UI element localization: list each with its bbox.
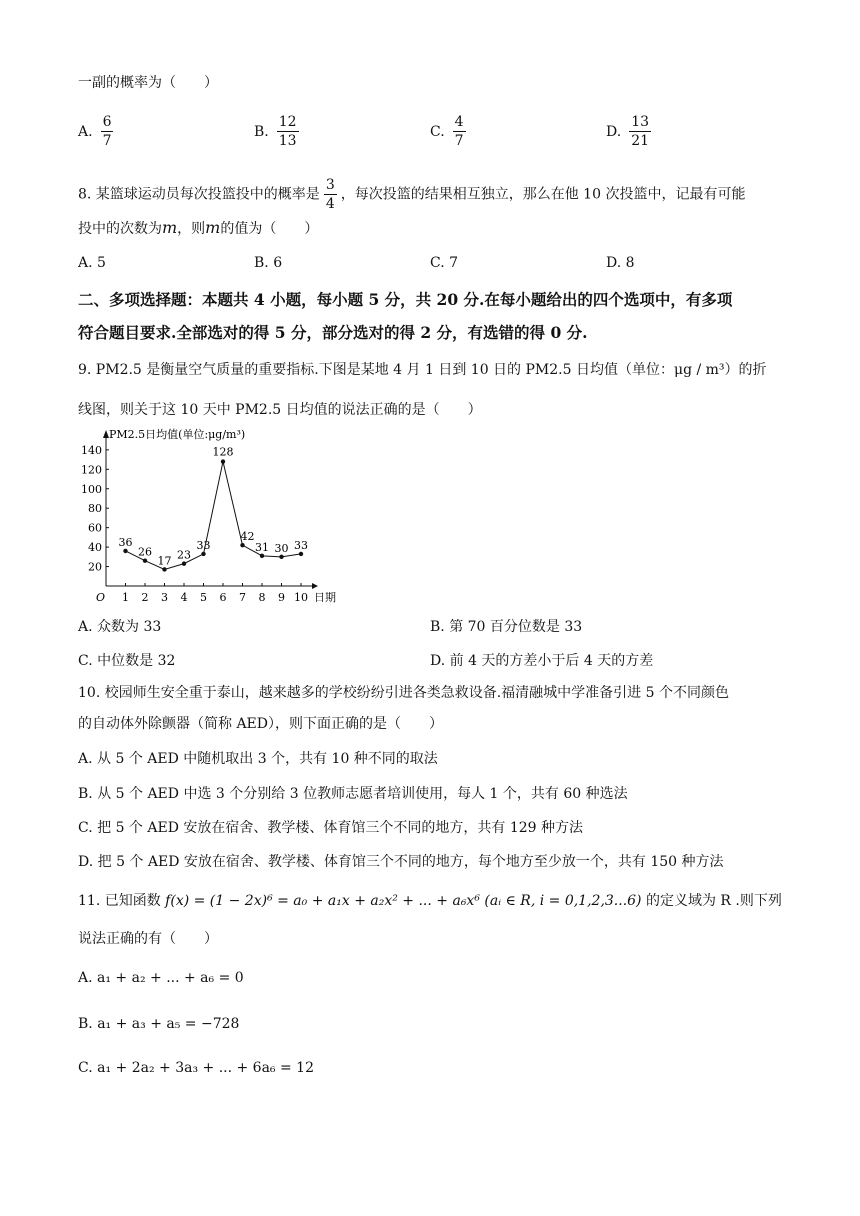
option-fraction xyxy=(277,113,299,150)
x-tick-label: 1 xyxy=(122,591,129,604)
q11-option-b[interactable]: B. a₁ + a₃ + a₅ = −728 xyxy=(78,1016,240,1032)
data-label: 33 xyxy=(294,538,308,552)
q8-fraction xyxy=(324,176,337,213)
section2-heading-line1: 二、多项选择题：本题共 4 小题，每小题 5 分，共 20 分.在每小题给出的四个选项中，有多项 xyxy=(78,290,733,309)
q8-line2-c: 的值为（ ） xyxy=(220,221,319,237)
q11-option-c[interactable]: C. a₁ + 2a₂ + 3a₃ + ... + 6a₆ = 12 xyxy=(78,1060,314,1076)
data-label: 128 xyxy=(212,445,234,459)
q9-option-c[interactable]: C. 中位数是 32 xyxy=(78,653,176,669)
fraction-num: 6 xyxy=(102,114,112,130)
q11-stem-line2: 说法正确的有（ ） xyxy=(78,931,218,947)
q9-stem-line1: 9. PM2.5 是衡量空气质量的重要指标.下图是某地 4 月 1 日到 10 日的 PM2.5 日均值（单位：μg / m³）的折 xyxy=(78,362,767,378)
x-axis-label: 日期 xyxy=(314,591,336,604)
q8-var-m-2: m xyxy=(205,218,221,237)
q7-stem-tail: 一副的概率为（ ） xyxy=(78,75,218,91)
y-tick-label: 20 xyxy=(88,560,102,574)
y-tick-label: 60 xyxy=(88,521,102,535)
x-tick-label: 6 xyxy=(219,591,227,604)
q10-stem-line1: 10. 校园师生安全重于泰山，越来越多的学校纷纷引进各类急救设备.福清融城中学准备引进 5 个不同颜色 xyxy=(78,685,729,701)
section2-heading-line2: 符合题目要求.全部选对的得 5 分，部分选对的得 2 分，有选错的得 0 分. xyxy=(78,323,588,342)
data-point xyxy=(123,549,127,553)
data-point xyxy=(240,543,244,547)
data-point xyxy=(221,459,225,463)
data-label: 36 xyxy=(118,535,133,549)
data-label: 26 xyxy=(138,545,152,559)
q8-option-d[interactable]: D. 8 xyxy=(606,255,635,271)
fraction-num: 4 xyxy=(454,114,464,130)
q11-tail: 的定义域为 R .则下列 xyxy=(645,893,782,909)
q8-lead: 8. 某篮球运动员每次投篮投中的概率是 xyxy=(78,186,320,203)
q7-option-c[interactable] xyxy=(430,113,470,150)
q10-option-c[interactable]: C. 把 5 个 AED 安放在宿舍、教学楼、体育馆三个不同的地方，共有 129 种方法 xyxy=(78,820,583,836)
data-point xyxy=(299,552,303,556)
option-label: D. xyxy=(606,123,622,140)
x-tick-label: 2 xyxy=(141,591,149,604)
x-tick-label: 4 xyxy=(180,591,188,604)
data-point xyxy=(279,555,283,559)
q10-option-d[interactable]: D. 把 5 个 AED 安放在宿舍、教学楼、体育馆三个不同的地方，每个地方至少放一个，共有 150 种方法 xyxy=(78,854,724,870)
y-tick-label: 140 xyxy=(81,443,102,457)
x-tick-label: 3 xyxy=(161,591,168,604)
data-point xyxy=(182,561,186,565)
data-label: 23 xyxy=(177,548,191,562)
y-tick-label: 80 xyxy=(88,502,102,516)
q8-option-a[interactable]: A. 5 xyxy=(78,255,106,271)
q11-stem-line1 xyxy=(78,891,782,911)
q11-formula: f(x) = (1 − 2x)⁶ = a₀ + a₁x + a₂x² + ... + a₆x⁶ (aᵢ ∈ R, i = 0,1,2,3...6) xyxy=(165,893,642,909)
q8-var-m: m xyxy=(162,218,178,237)
x-tick-label: 10 xyxy=(294,591,308,604)
pm25-line-chart xyxy=(78,422,348,606)
q7-option-b[interactable] xyxy=(254,113,303,150)
q10-option-b[interactable]: B. 从 5 个 AED 中选 3 个分别给 3 位教师志愿者培训使用，每人 1 个，共有 60 种选法 xyxy=(78,786,628,802)
data-label: 33 xyxy=(196,538,211,552)
data-label: 31 xyxy=(255,540,269,554)
fraction-num: 13 xyxy=(631,114,650,130)
fraction-den: 7 xyxy=(454,133,464,149)
data-point xyxy=(143,559,147,563)
chart-title: PM2.5日均值(单位:μg/m³) xyxy=(109,428,246,441)
q8-line2-a: 投中的次数为 xyxy=(78,221,162,237)
x-axis-arrow xyxy=(312,583,318,589)
fraction-den: 13 xyxy=(278,133,297,149)
q8-line2-b: ，则 xyxy=(177,221,206,237)
q10-stem-line2: 的自动体外除颤器（简称 AED），则下面正确的是（ ） xyxy=(78,716,444,732)
q9-option-a[interactable]: A. 众数为 33 xyxy=(78,619,162,635)
q8-stem-line1 xyxy=(78,176,745,213)
q7-option-a[interactable] xyxy=(78,113,117,150)
data-label: 17 xyxy=(157,554,172,568)
option-fraction xyxy=(453,113,466,150)
y-tick-label: 100 xyxy=(81,482,102,496)
q10-option-a[interactable]: A. 从 5 个 AED 中随机取出 3 个，共有 10 种不同的取法 xyxy=(78,751,438,767)
q8-stem-line2 xyxy=(78,218,318,239)
x-tick-label: 8 xyxy=(258,591,266,604)
data-point xyxy=(201,552,205,556)
x-tick-label: 9 xyxy=(278,591,285,604)
x-tick-label: 7 xyxy=(239,591,246,604)
q11-option-a[interactable]: A. a₁ + a₂ + ... + a₆ = 0 xyxy=(78,970,244,986)
x-tick-label: 5 xyxy=(200,591,207,604)
data-point xyxy=(260,554,264,558)
option-fraction xyxy=(101,113,114,150)
option-label: A. xyxy=(78,123,93,140)
data-label: 42 xyxy=(240,530,255,544)
origin-label: O xyxy=(96,591,106,604)
q8-option-c[interactable]: C. 7 xyxy=(430,255,459,271)
q9-option-d[interactable]: D. 前 4 天的方差小于后 4 天的方差 xyxy=(430,653,654,669)
q8-option-b[interactable]: B. 6 xyxy=(254,255,283,271)
option-fraction xyxy=(629,113,651,150)
y-tick-label: 120 xyxy=(81,463,102,477)
fraction-den: 7 xyxy=(102,133,112,149)
q8-after: ，每次投篮的结果相互独立，那么在他 10 次投篮中，记最有可能 xyxy=(340,186,746,203)
fraction-num: 12 xyxy=(278,114,297,130)
q8-fraction-den: 4 xyxy=(325,196,335,212)
q7-option-d[interactable] xyxy=(606,113,655,150)
option-label: C. xyxy=(430,123,445,140)
q11-lead: 11. 已知函数 xyxy=(78,893,161,909)
data-label: 30 xyxy=(274,541,289,555)
fraction-den: 21 xyxy=(631,133,650,149)
data-point xyxy=(162,567,166,571)
q9-option-b[interactable]: B. 第 70 百分位数是 33 xyxy=(430,619,583,635)
y-tick-label: 40 xyxy=(88,541,102,555)
q8-fraction-num: 3 xyxy=(325,177,335,193)
q9-stem-line2: 线图，则关于这 10 天中 PM2.5 日均值的说法正确的是（ ） xyxy=(78,402,482,418)
option-label: B. xyxy=(254,123,269,140)
